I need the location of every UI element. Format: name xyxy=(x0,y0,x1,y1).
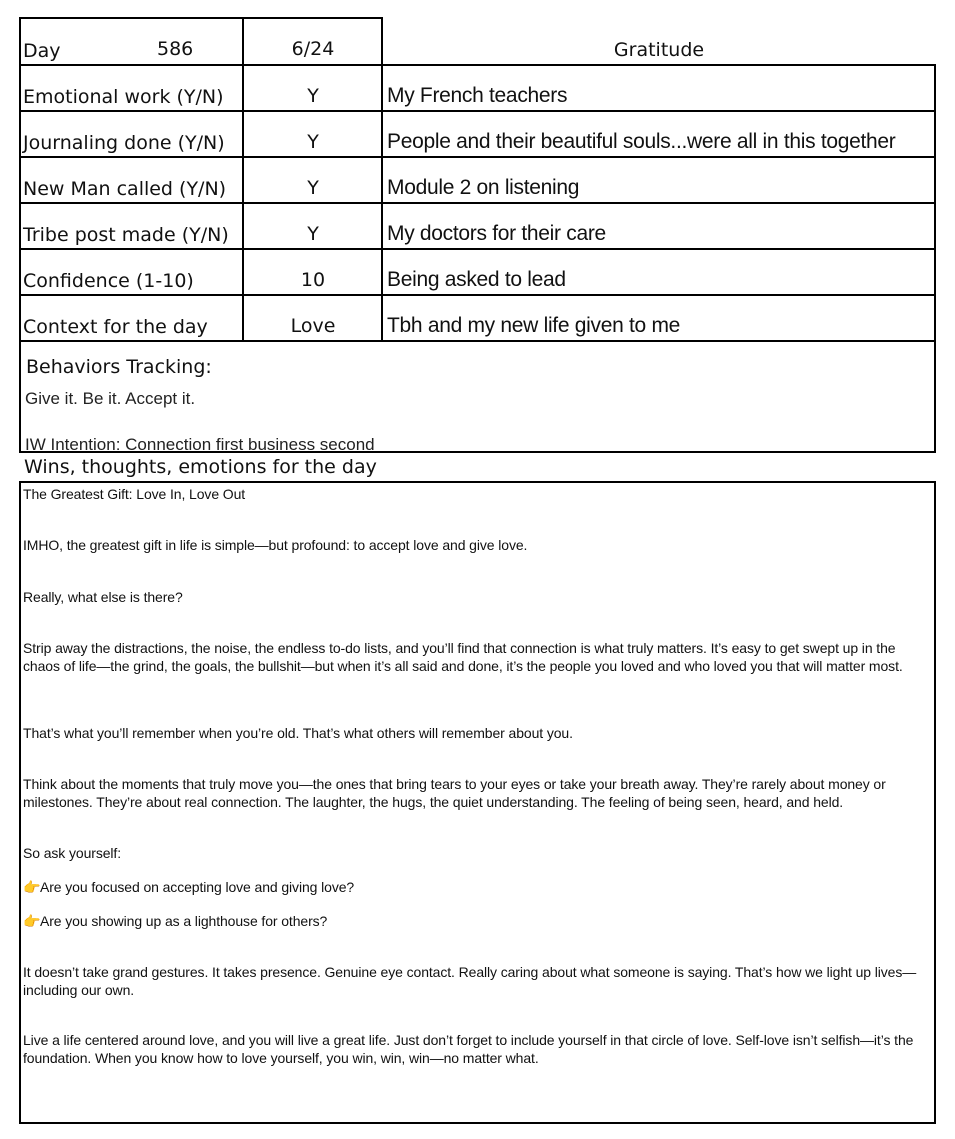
row-value-context: Love xyxy=(290,315,336,337)
row-label-tribe-post: Tribe post made (Y/N) xyxy=(23,224,229,246)
gratitude-item: Tbh and my new life given to me xyxy=(387,314,681,337)
journal-bullet xyxy=(23,879,933,897)
table-border xyxy=(19,156,936,158)
table-border xyxy=(19,64,936,66)
day-label: Day xyxy=(23,40,61,62)
behaviors-box xyxy=(19,340,936,453)
row-value-new-man-called: Y xyxy=(307,177,319,199)
bullet-text: Are you focused on accepting love and giving love? xyxy=(40,879,355,895)
journal-bullet xyxy=(23,913,933,931)
journal-paragraph: Strip away the distractions, the noise, the endless to-do lists, and you’ll find that connection is what truly matters. It’s easy to get swept up in the chaos of life—the grind, the goals, the bullshit—but when it’s all said and done, it’s the people you loved and who loved you that will matter most. xyxy=(23,640,903,674)
gratitude-header: Gratitude xyxy=(613,39,705,61)
row-value-tribe-post: Y xyxy=(307,223,319,245)
gratitude-item: Being asked to lead xyxy=(387,268,566,291)
journal-paragraph: Really, what else is there? xyxy=(23,589,183,605)
behaviors-title: Behaviors Tracking: xyxy=(26,356,212,378)
table-border xyxy=(19,248,936,250)
intention-line: IW Intention: Connection first business second xyxy=(25,435,375,453)
journal-paragraph: Live a life centered around love, and you will live a great life. Just don’t forget to include yourself in that circle of love. Self-love isn’t selfish—it’s the foundation. When you know how to love yourself, you win, win, win—no matter what. xyxy=(23,1032,914,1066)
gratitude-item: My doctors for their care xyxy=(387,222,606,245)
table-border xyxy=(19,17,21,341)
behaviors-line: Give it. Be it. Accept it. xyxy=(25,389,196,408)
journal-paragraph: IMHO, the greatest gift in life is simple—but profound: to accept love and give love. xyxy=(23,537,528,553)
pointing-right-hand-icon: 👉 xyxy=(23,913,41,929)
journal-paragraph: So ask yourself: xyxy=(23,845,121,861)
pointing-right-hand-icon: 👉 xyxy=(23,879,41,895)
table-border xyxy=(934,64,936,341)
gratitude-item: People and their beautiful souls...were all in this together xyxy=(387,130,896,153)
wins-heading: Wins, thoughts, emotions for the day xyxy=(24,456,377,478)
row-label-emotional-work: Emotional work (Y/N) xyxy=(23,86,224,108)
row-label-journaling: Journaling done (Y/N) xyxy=(23,132,225,154)
table-border xyxy=(19,110,936,112)
table-border xyxy=(19,17,383,19)
entry-date: 6/24 xyxy=(291,38,335,60)
table-border xyxy=(19,202,936,204)
journal-paragraph: That’s what you’ll remember when you’re old. That’s what others will remember about you. xyxy=(23,725,573,741)
bullet-text: Are you showing up as a lighthouse for others? xyxy=(40,913,328,929)
table-border xyxy=(19,294,936,296)
gratitude-item: My French teachers xyxy=(387,84,568,107)
row-value-journaling: Y xyxy=(307,131,319,153)
row-value-confidence: 10 xyxy=(300,269,326,291)
journal-paragraph: Think about the moments that truly move you—the ones that bring tears to your eyes or take your breath away. They’re rarely about money or milestones. They’re about real connection. The laughter, the hugs, the quiet understanding. The feeling of being seen, heard, and held. xyxy=(23,776,886,810)
journal-paragraph: It doesn’t take grand gestures. It takes presence. Genuine eye contact. Really caring about what someone is saying. That’s how we light up lives—including our own. xyxy=(23,964,917,998)
row-value-emotional-work: Y xyxy=(307,85,319,107)
row-label-new-man-called: New Man called (Y/N) xyxy=(23,178,227,200)
row-label-confidence: Confidence (1-10) xyxy=(23,270,194,292)
journal-title: The Greatest Gift: Love In, Love Out xyxy=(23,486,246,502)
row-label-context: Context for the day xyxy=(23,316,208,338)
day-number: 586 xyxy=(157,38,194,60)
gratitude-item: Module 2 on listening xyxy=(387,176,580,199)
